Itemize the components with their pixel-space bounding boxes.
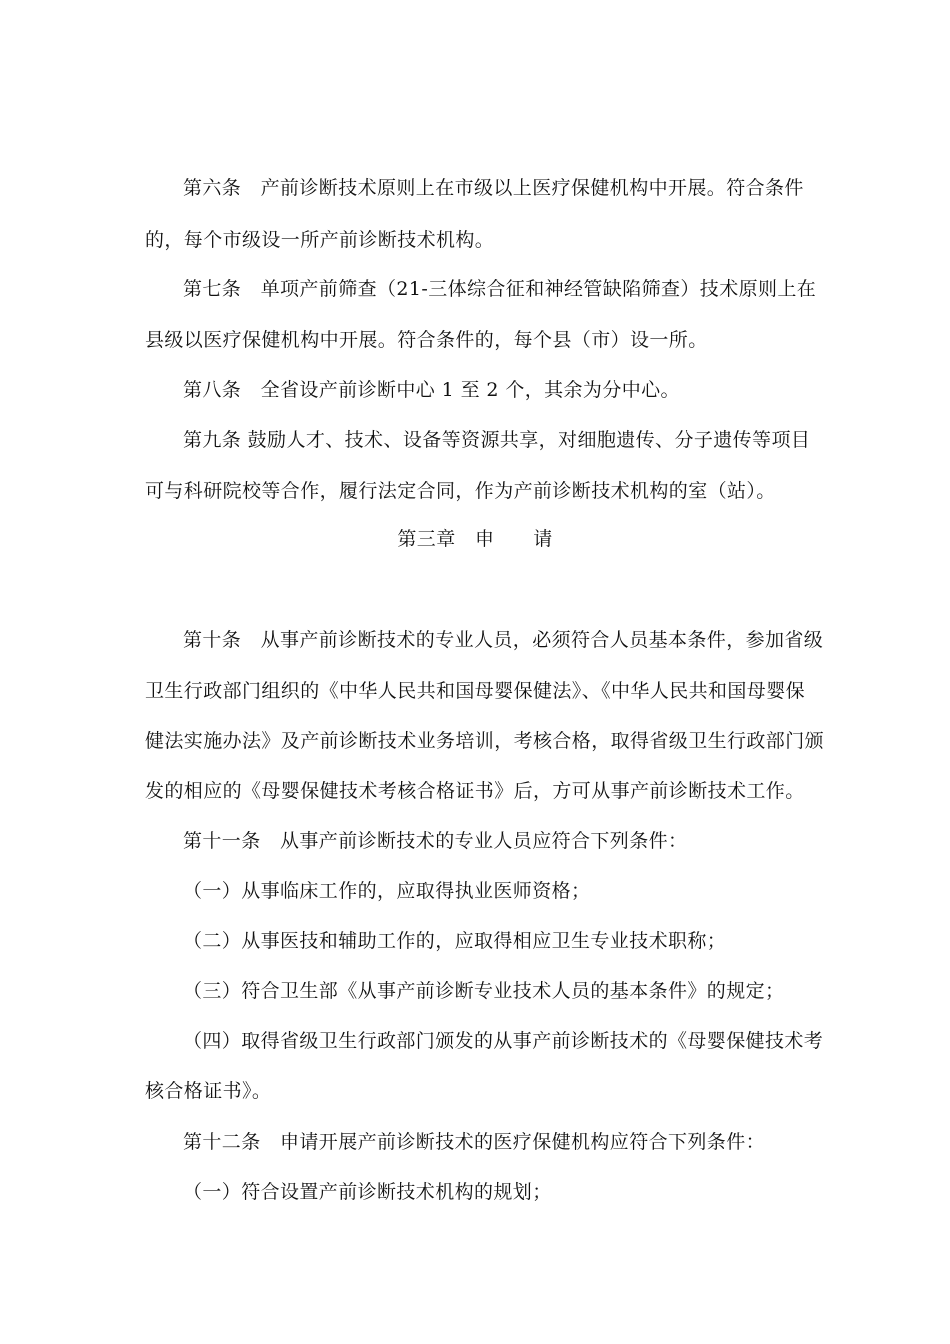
chapter-heading: 第三章 申 请: [397, 528, 553, 550]
article-11-item-1: （一）从事临床工作的，应取得执业医师资格；: [183, 880, 591, 902]
article-6-line-2: 的，每个市级设一所产前诊断技术机构。: [145, 229, 495, 251]
article-7-line-1: 第七条 单项产前筛查（21-三体综合征和神经管缺陷筛查）技术原则上在: [183, 278, 817, 300]
article-6-line-1: 第六条 产前诊断技术原则上在市级以上医疗保健机构中开展。符合条件: [183, 177, 804, 199]
article-7-line-2: 县级以医疗保健机构中开展。符合条件的，每个县（市）设一所。: [145, 329, 708, 351]
article-10-line-4: 发的相应的《母婴保健技术考核合格证书》后，方可从事产前诊断技术工作。: [145, 780, 805, 802]
article-10-line-1: 第十条 从事产前诊断技术的专业人员，必须符合人员基本条件，参加省级: [183, 629, 824, 651]
article-11-item-2: （二）从事医技和辅助工作的，应取得相应卫生专业技术职称；: [183, 930, 727, 952]
article-9-line-2: 可与科研院校等合作，履行法定合同，作为产前诊断技术机构的室（站）。: [145, 480, 776, 502]
article-12-line-1: 第十二条 申请开展产前诊断技术的医疗保健机构应符合下列条件：: [183, 1131, 766, 1153]
article-8-line-1: 第八条 全省设产前诊断中心 1 至 2 个，其余为分中心。: [183, 379, 680, 401]
article-11-item-4-line-1: （四）取得省级卫生行政部门颁发的从事产前诊断技术的《母婴保健技术考: [183, 1030, 824, 1052]
article-11-line-1: 第十一条 从事产前诊断技术的专业人员应符合下列条件：: [183, 830, 688, 852]
article-11-item-3: （三）符合卫生部《从事产前诊断专业技术人员的基本条件》的规定；: [183, 980, 785, 1002]
article-9-line-1: 第九条 鼓励人才、技术、设备等资源共享，对细胞遗传、分子遗传等项目: [183, 429, 811, 451]
article-10-line-3: 健法实施办法》及产前诊断技术业务培训，考核合格，取得省级卫生行政部门颁: [145, 730, 825, 752]
article-12-item-1: （一）符合设置产前诊断技术机构的规划；: [183, 1181, 552, 1203]
article-10-line-2: 卫生行政部门组织的《中华人民共和国母婴保健法》、《中华人民共和国母婴保: [145, 680, 806, 702]
article-11-item-4-line-2: 核合格证书》。: [145, 1080, 272, 1102]
